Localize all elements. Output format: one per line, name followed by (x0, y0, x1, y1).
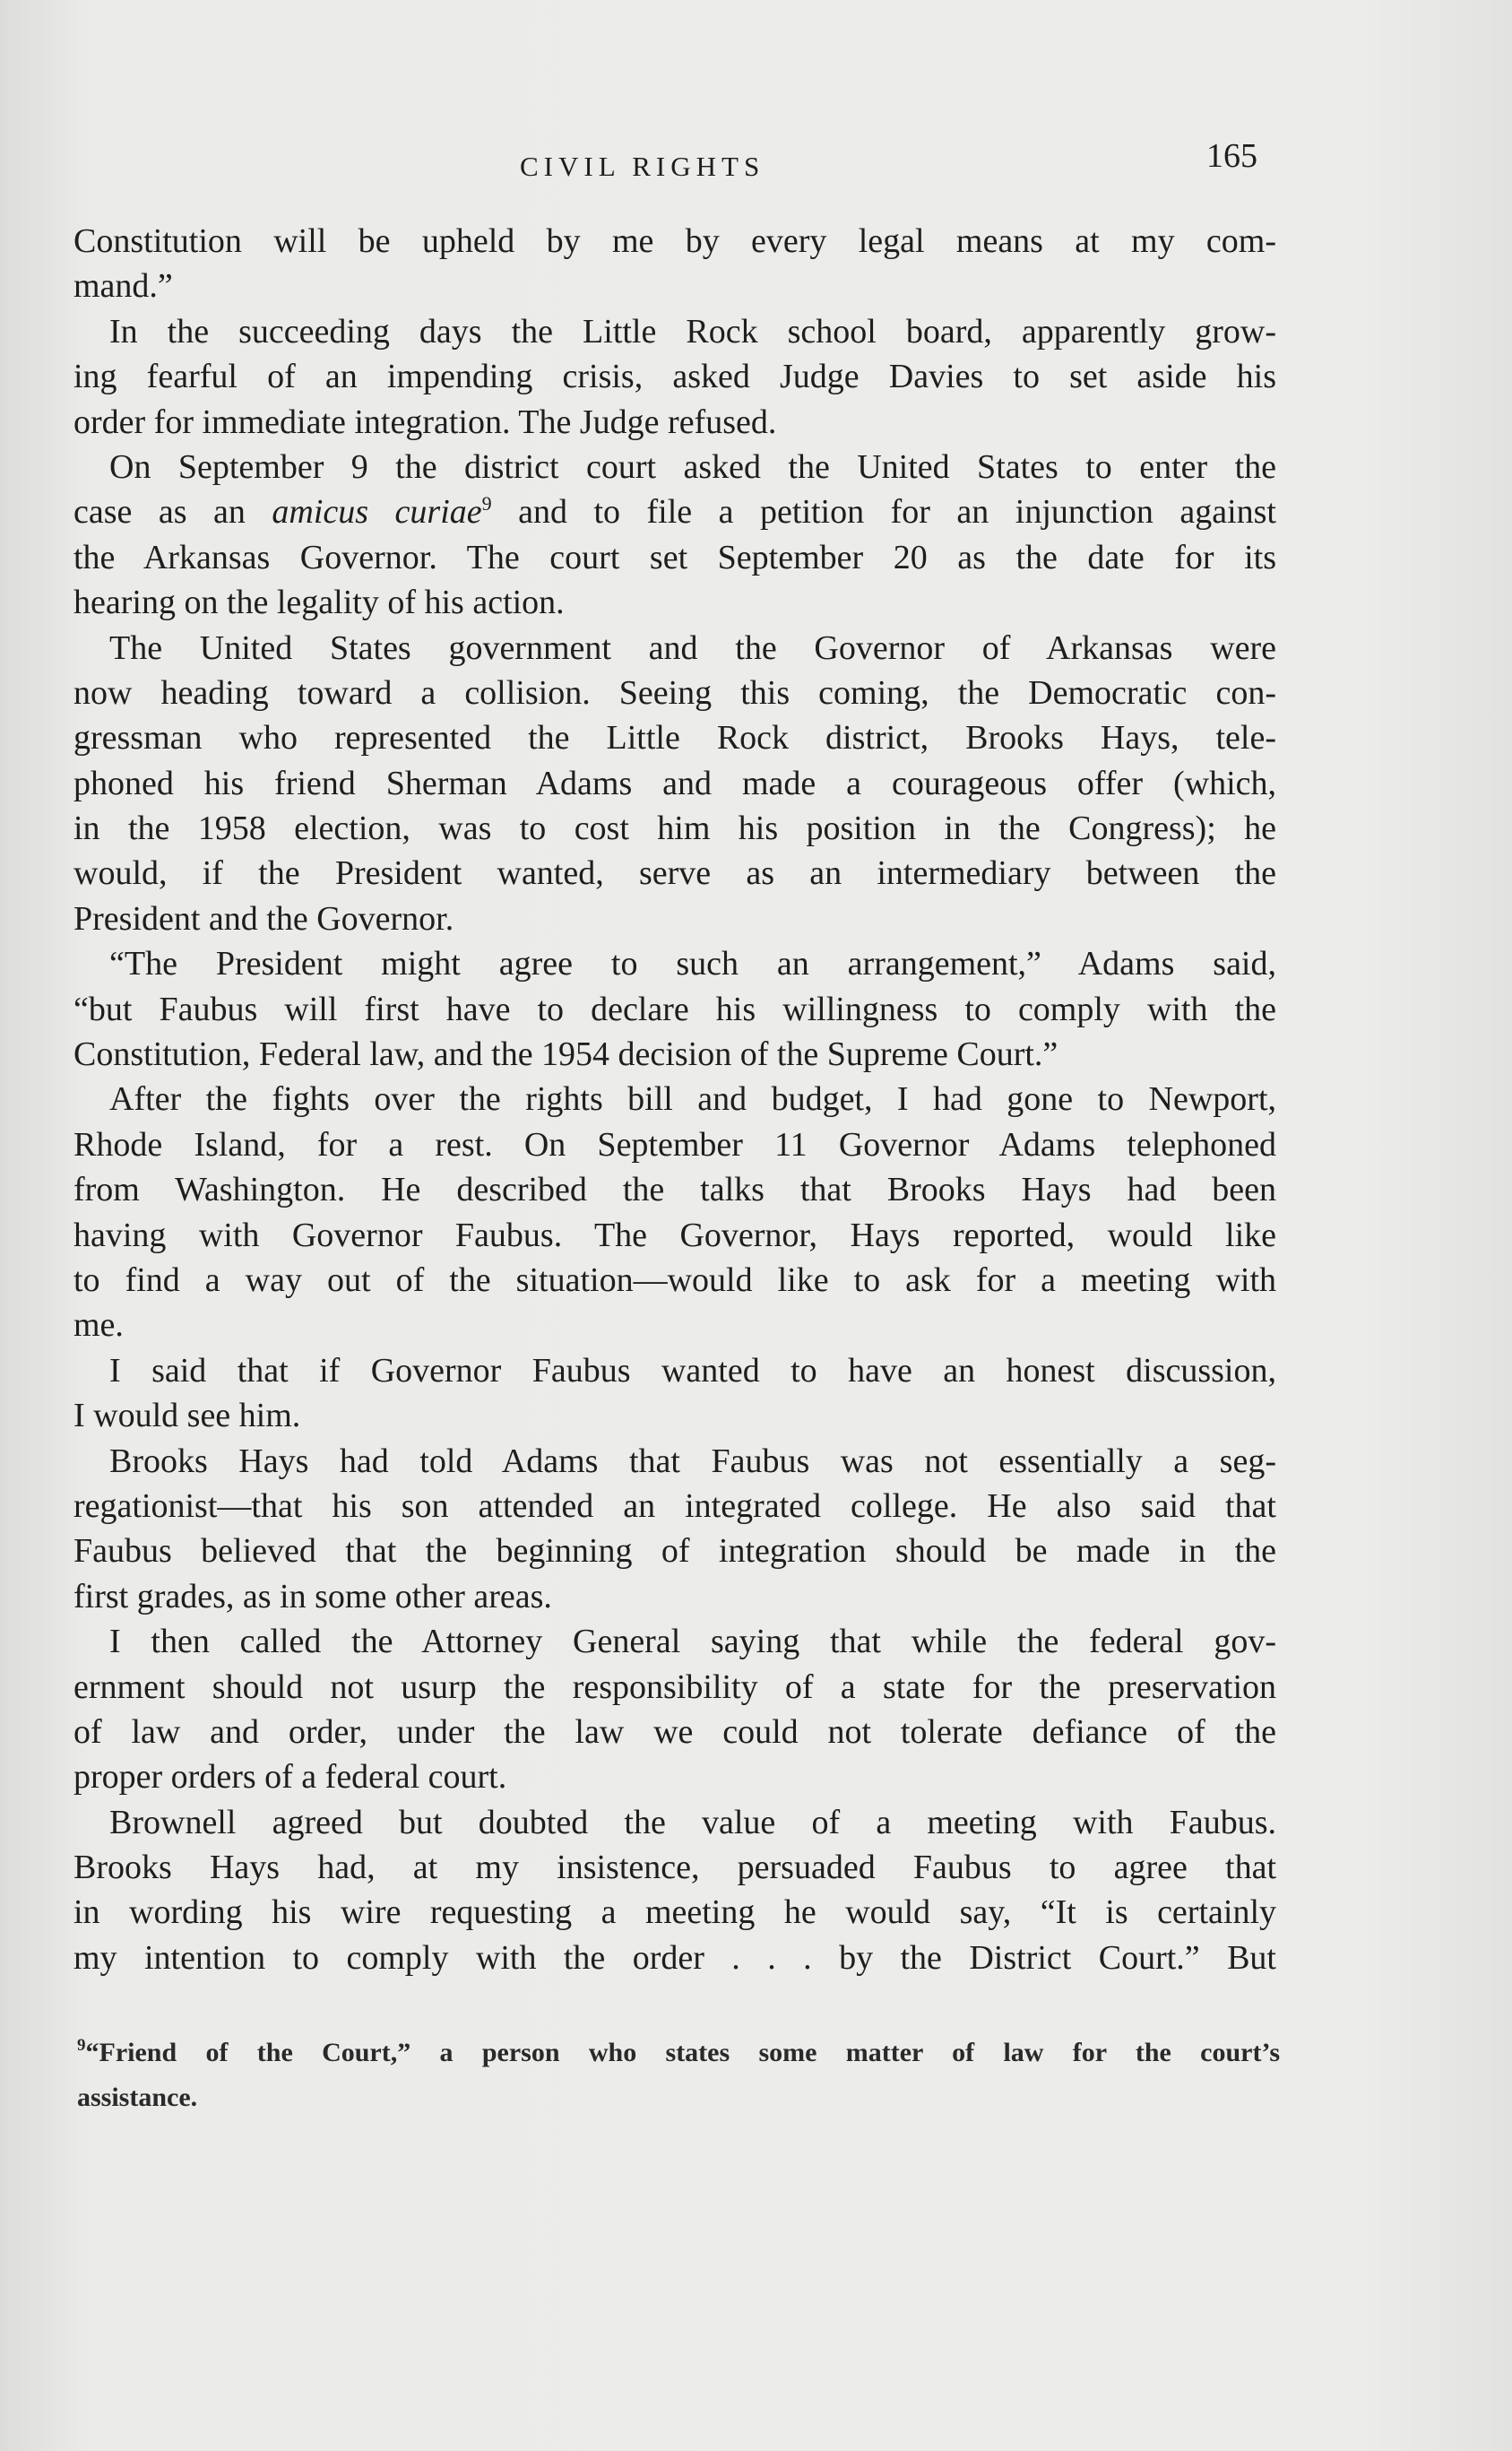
text-line: having with Governor Faubus. The Governor, Hays reported, would like (73, 1216, 1276, 1254)
text-line: gressman who represented the Little Rock district, Brooks Hays, tele- (73, 719, 1276, 758)
running-head: CIVIL RIGHTS (520, 151, 765, 182)
footnote-text: assistance. (77, 2083, 198, 2113)
text-line (73, 489, 1276, 534)
text-line: ernment should not usurp the responsibility of a state for the preservation (73, 1667, 1276, 1706)
footnote-marker: 9 (77, 2036, 86, 2055)
text-line: mand.” (73, 267, 173, 306)
text-line: I then called the Attorney General saying that while the federal gov- (109, 1623, 1276, 1661)
text-line: of law and order, under the law we could not tolerate defiance of the (73, 1712, 1276, 1751)
text-line: now heading toward a collision. Seeing this coming, the Democratic con- (73, 673, 1276, 712)
text-line: Constitution, Federal law, and the 1954 decision of the Supreme Court.” (73, 1035, 1058, 1074)
text-line: I said that if Governor Faubus wanted to have an honest discussion, (109, 1351, 1276, 1390)
text-line: On September 9 the district court asked the United States to enter the (109, 447, 1276, 486)
text-line: After the fights over the rights bill and budget, I had gone to Newport, (109, 1080, 1276, 1119)
text-line: Brooks Hays had, at my insistence, persuaded Faubus to agree that (73, 1849, 1276, 1887)
text-line: Rhode Island, for a rest. On September 11 Governor Adams telephoned (73, 1125, 1276, 1164)
text-segment: and to file a petition for an injunction against (491, 493, 1276, 532)
footnote-text: “Friend of the Court,” a person who states some matter of law for the court’s (85, 2038, 1280, 2067)
text-line: I would see him. (73, 1397, 301, 1435)
body-text (73, 219, 1276, 1980)
text-line: Faubus believed that the beginning of integration should be made in the (73, 1532, 1276, 1571)
text-line: in the 1958 election, was to cost him his position in the Congress); he (73, 810, 1276, 848)
italic-term: amicus curiae (272, 493, 482, 532)
text-line: The United States government and the Governor of Arkansas were (109, 628, 1276, 667)
text-line: from Washington. He described the talks that Brooks Hays had been (73, 1171, 1276, 1209)
text-line: Brooks Hays had told Adams that Faubus was not essentially a seg- (109, 1442, 1276, 1480)
footnote-reference: 9 (481, 492, 492, 515)
text-line: Constitution will be upheld by me by every legal means at my com- (73, 222, 1276, 260)
page-number: 165 (1206, 137, 1257, 175)
text-line: would, if the President wanted, serve as an intermediary between the (73, 854, 1276, 893)
footnote-line (77, 2076, 1280, 2121)
text-line: phoned his friend Sherman Adams and made a courageous offer (which, (73, 764, 1276, 802)
text-line: the Arkansas Governor. The court set September 20 as the date for its (73, 538, 1276, 576)
text-line: “but Faubus will first have to declare his willingness to comply with the (73, 990, 1276, 1028)
footnote-line (77, 2031, 1280, 2076)
text-segment: case as an (73, 493, 272, 532)
text-line: In the succeeding days the Little Rock school board, apparently grow- (109, 312, 1276, 351)
text-line: regationist—that his son attended an integrated college. He also said that (73, 1486, 1276, 1525)
text-line: President and the Governor. (73, 899, 454, 938)
text-line: order for immediate integration. The Judge refused. (73, 403, 777, 441)
text-line: “The President might agree to such an arrangement,” Adams said, (109, 945, 1276, 983)
text-line: hearing on the legality of his action. (73, 584, 565, 622)
text-line: Brownell agreed but doubted the value of a meeting with Faubus. (109, 1803, 1276, 1841)
text-line: my intention to comply with the order . . . by the District Court.” But (73, 1938, 1276, 1977)
text-line: ing fearful of an impending crisis, asked Judge Davies to set aside his (73, 358, 1276, 396)
text-line: in wording his wire requesting a meeting he would say, “It is certainly (73, 1893, 1276, 1932)
text-line: proper orders of a federal court. (73, 1758, 507, 1797)
text-line: me. (73, 1306, 124, 1345)
footnote (77, 2031, 1280, 2122)
text-line: to find a way out of the situation—would like to ask for a meeting with (73, 1260, 1276, 1299)
text-line: first grades, as in some other areas. (73, 1577, 552, 1615)
